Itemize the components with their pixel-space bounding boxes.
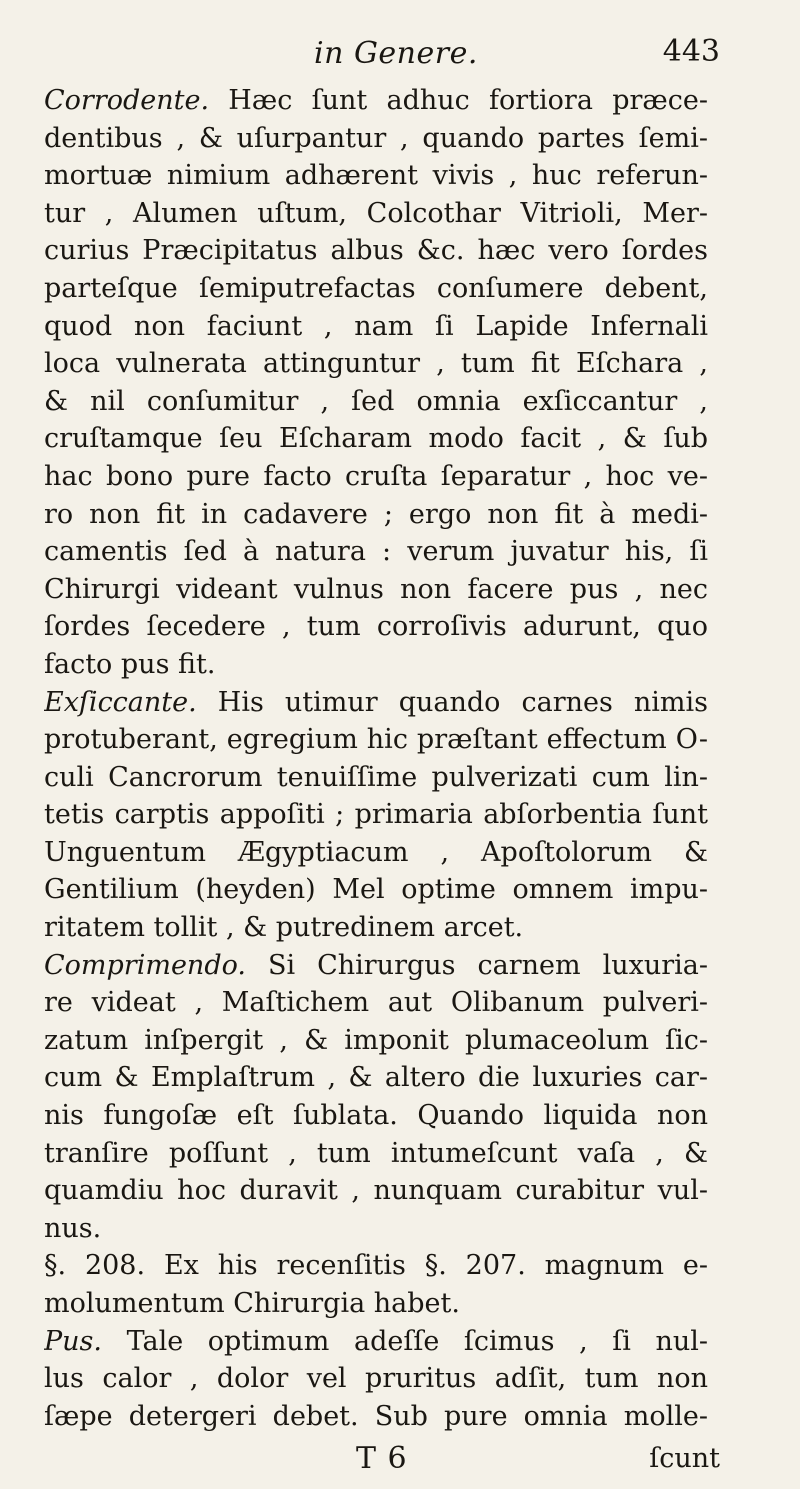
text-line [44, 308, 708, 346]
line-text: re videat , Maſtichem aut Olibanum pulveri- [44, 987, 708, 1019]
line-text: parteſque ſemiputrefactas conſumere debent, [44, 272, 708, 304]
line-text: zatum inſpergit , & imponit plumaceolum ſic- [44, 1024, 708, 1056]
paragraph-lead: Corrodente. [44, 85, 210, 116]
page-number: 443 [662, 34, 720, 69]
text-line [44, 721, 708, 759]
line-text: mortuæ nimium adhærent vivis , huc referun- [44, 160, 708, 192]
line-text: ſordes ſecedere , tum corroſivis adurunt, quo [44, 611, 708, 643]
line-text: Chirurgi videant vulnus non facere pus , nec [44, 573, 708, 605]
text-line [44, 834, 708, 872]
text-line [44, 383, 708, 421]
line-text: Gentilium (heyden) Mel optime omnem impu- [44, 874, 708, 906]
text-line [44, 796, 708, 834]
line-text: cum & Emplaſtrum , & altero die luxuries car- [44, 1062, 708, 1094]
line-text: §. 208. Ex his recenſitis §. 207. magnum e- [44, 1250, 708, 1282]
text-line [44, 1097, 708, 1135]
line-text: lus calor , dolor vel pruritus adſit, tum non [44, 1363, 708, 1395]
line-text: hac bono pure facto cruſta ſeparatur , hoc ve- [44, 460, 708, 492]
text-line [44, 1135, 708, 1173]
page-footer [44, 1439, 720, 1489]
text-line [44, 533, 708, 571]
text-line [44, 646, 708, 684]
text-line [44, 1285, 708, 1323]
line-text: Si Chirurgus carnem luxuria- [245, 949, 708, 981]
text-line [44, 608, 708, 646]
body-text [44, 82, 708, 1435]
text-line [44, 1172, 708, 1210]
line-text: ro non fit in cadavere ; ergo non fit à medi- [44, 498, 708, 530]
line-text: quod non faciunt , nam ſi Lapide Infernali [44, 310, 708, 342]
text-line [44, 120, 708, 158]
paragraph-lead: Exſiccante. [44, 686, 197, 718]
signature-mark: T 6 [356, 1441, 408, 1477]
text-line [44, 684, 708, 722]
text-line [44, 1360, 708, 1398]
text-line [44, 420, 708, 458]
line-text: nis fungoſæ eſt ſublata. Quando liquida non [44, 1100, 708, 1132]
line-text: culi Cancrorum tenuiſſime pulverizati cum lin- [44, 761, 708, 793]
text-line [44, 232, 708, 270]
line-text: protuberant, egregium hic præſtant effectum O- [44, 724, 708, 756]
line-text: Hæc ſunt adhuc fortiora præce- [209, 85, 708, 116]
line-text: tur , Alumen uſtum, Colcothar Vitrioli, Mer- [44, 197, 708, 229]
line-text: camentis ſed à natura : verum juvatur his, ſi [44, 536, 708, 568]
text-line [44, 1022, 708, 1060]
line-text: tetis carptis appoſiti ; primaria abſorbentia ſunt [44, 799, 708, 831]
line-text: Tale optimum adeſſe ſcimus , ſi nul- [102, 1325, 708, 1357]
text-line [44, 345, 708, 383]
line-text: tranſire poſſunt , tum intumeſcunt vaſa , & [44, 1137, 708, 1169]
line-text: dentibus , & uſurpantur , quando partes ſemi- [44, 122, 708, 154]
text-line [44, 496, 708, 534]
text-line [44, 984, 708, 1022]
text-line [44, 1210, 708, 1248]
text-line [44, 82, 708, 120]
line-text: ſæpe detergeri debet. Sub pure omnia molle- [44, 1400, 708, 1432]
text-line [44, 195, 708, 233]
text-line [44, 157, 708, 195]
text-line [44, 759, 708, 797]
line-text: His utimur quando carnes nimis [196, 686, 708, 718]
text-line [44, 571, 708, 609]
line-text: ritatem tollit , & putredinem arcet. [44, 912, 524, 944]
line-text: Unguentum Ægyptiacum , Apoſtolorum & [44, 836, 708, 868]
text-line [44, 458, 708, 496]
text-line [44, 871, 708, 909]
line-text: cruſtamque ſeu Eſcharam modo facit , & ſub [44, 423, 708, 455]
line-text: facto pus fit. [44, 648, 216, 680]
line-text: curius Præcipitatus albus &c. hæc vero ſordes [44, 235, 708, 267]
line-text: loca vulnerata attinguntur , tum fit Eſchara , [44, 348, 708, 380]
paragraph-lead: Pus. [44, 1325, 102, 1357]
line-text: quamdiu hoc duravit , nunquam curabitur vul- [44, 1175, 708, 1207]
line-text: & nil conſumitur , ſed omnia exſiccantur , [44, 385, 708, 417]
page-header [44, 28, 720, 82]
text-line [44, 1398, 708, 1436]
text-line [44, 909, 708, 947]
text-line [44, 1323, 708, 1361]
text-line [44, 1247, 708, 1285]
running-head: in Genere. [314, 36, 478, 71]
text-line [44, 1059, 708, 1097]
paragraph-lead: Comprimendo. [44, 949, 246, 981]
line-text: molumentum Chirurgia habet. [44, 1288, 460, 1319]
text-line [44, 947, 708, 985]
catchword: ſcunt [649, 1443, 720, 1475]
line-text: nus. [44, 1212, 102, 1244]
text-line [44, 270, 708, 308]
